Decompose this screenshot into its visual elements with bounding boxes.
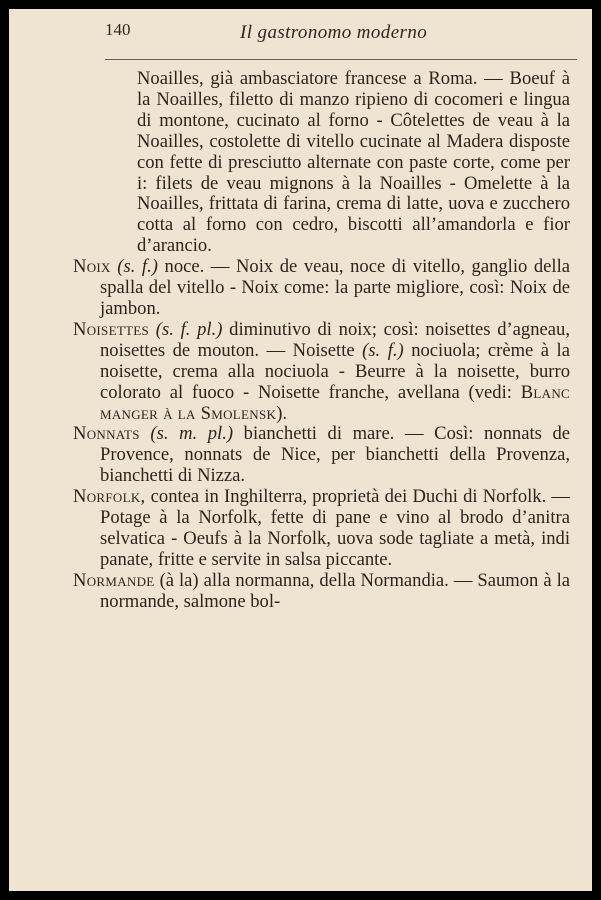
entry-nonnats [73,424,570,487]
entry-noix [73,257,570,320]
cross-reference: Blanc manger à la Smolensk [100,381,570,424]
page-header [105,20,565,48]
running-title: Il gastronomo moderno [240,22,428,43]
entry-lemma: Noix [73,256,111,278]
book-page [9,9,592,891]
entry-definition: noce. — Noix de veau, noce di vitello, ganglio della spalla del vitello - Noix come: la parte migliore, così: Noix de jambon. [100,256,570,319]
entry-grammar: (s. m. pl.) [150,423,234,445]
entry-definition: Noailles, già ambasciatore francese a Roma. — Boeuf à la Noailles, filetto di manzo ripieno di cocomeri e lingua di montone, cucinato al forno - Côtelettes de veau à la Noailles, costolette di vitello cucinate al Madera disposte con fette di presciutto alternate con paste corte, come per i: filets de veau mignons à la Noailles - Omelette à la Noailles, frittata di farina, crema di latte, uova e zucchero cotta al forno con cedro, biscotti all’amandorla e fior d’arancio. [137,68,570,257]
entry-definition: diminutivo di noix; così: noisettes d’agneau, noisettes de mouton. — Noisette [100,318,570,361]
entry-definition-secondary: nociuola; crème à la noisette, crema alla nociuola - Beurre à la noisette, burro colorato al fuoco - Noisette franche, avellana (vedi: [100,339,570,403]
entry-definition: (à la) alla normanna, della Normandia. — Saumon à la normande, salmone bol- [100,569,570,612]
entry-closing: ). [276,402,288,424]
entry-lemma: Norfolk, [73,486,146,508]
entry-continuation-noailles [73,69,570,257]
entry-norfolk [73,487,570,571]
entry-definition: bianchetti di mare. — Così: nonnats de Provence, nonnats de Nice, per bianchetti della Provenza, bianchetti di Nizza. [100,423,570,487]
page-number: 140 [105,20,131,39]
entry-grammar: (s. f.) [117,256,158,278]
header-rule [105,59,577,60]
entry-lemma: Noisettes [73,318,150,340]
entry-definition: contea in Inghilterra, proprietà dei Duchi di Norfolk. — Potage à la Norfolk, fette di pane e vino al brodo d’anitra selvatica - Oeufs à la Norfolk, uova sode tagliate a metà, indi panate, fritte e servite in salsa piccante. [100,486,570,570]
dictionary-text [73,69,570,613]
entry-lemma: Normande [73,569,155,591]
entry-noisettes [73,320,570,425]
entry-normande [73,571,570,613]
entry-grammar: (s. f. pl.) [155,318,223,340]
entry-lemma: Nonnats [73,423,140,445]
entry-grammar-secondary: (s. f.) [362,339,404,361]
